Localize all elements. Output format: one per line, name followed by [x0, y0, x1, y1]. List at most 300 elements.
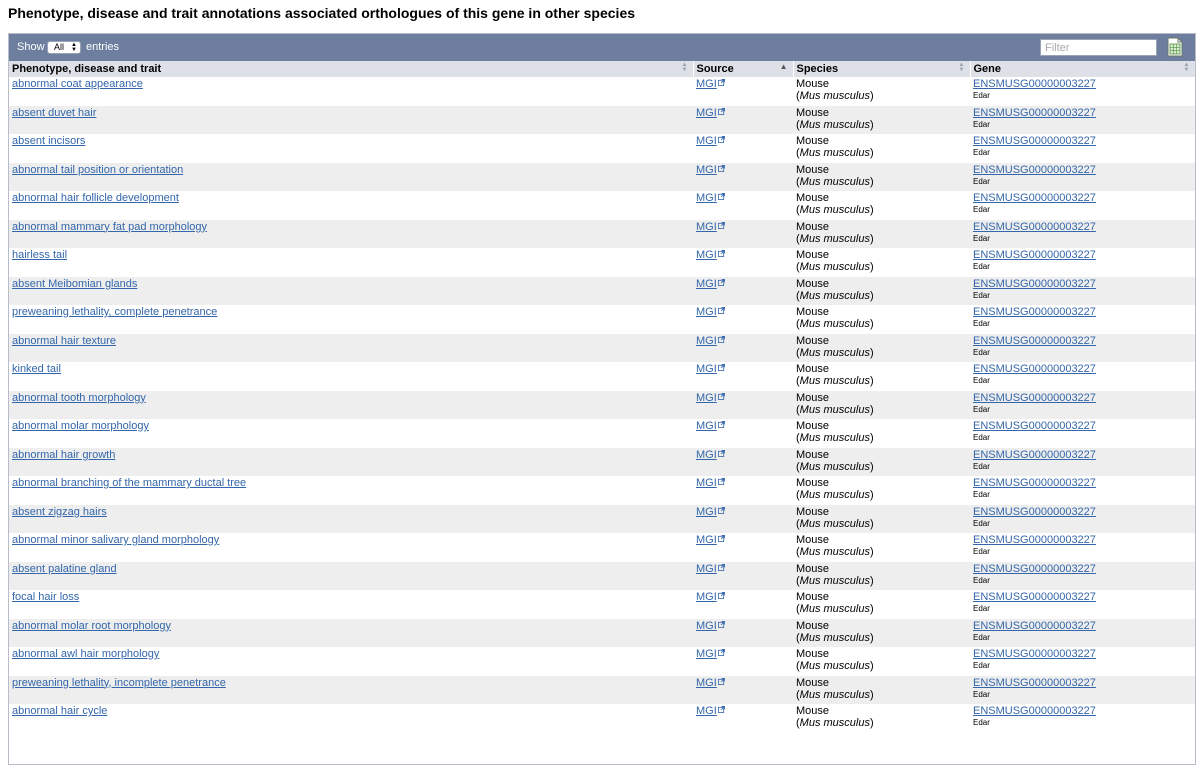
source-cell — [693, 590, 793, 619]
phenotype-link[interactable]: abnormal hair follicle development — [12, 192, 179, 204]
species-paren-close: ) — [869, 660, 874, 672]
gene-id-link[interactable]: ENSMUSG00000003227 — [973, 619, 1096, 632]
source-link[interactable]: MGI — [696, 106, 717, 119]
species-paren-close: ) — [869, 147, 874, 159]
species-latin-name: Mus musculus — [799, 460, 870, 473]
phenotype-cell — [9, 505, 693, 534]
gene-symbol: Edar — [973, 290, 990, 300]
source-cell — [693, 277, 793, 306]
gene-id-link[interactable]: ENSMUSG00000003227 — [973, 505, 1096, 518]
species-latin-name: Mus musculus — [799, 147, 870, 159]
phenotype-cell — [9, 476, 693, 505]
gene-cell — [970, 334, 1195, 363]
source-cell — [693, 77, 793, 106]
phenotype-cell — [9, 77, 693, 106]
species-cell — [793, 505, 970, 534]
gene-symbol: Edar — [973, 404, 990, 414]
phenotype-cell — [9, 305, 693, 334]
source-link[interactable]: MGI — [696, 477, 717, 489]
gene-cell — [970, 562, 1195, 591]
phenotype-cell — [9, 448, 693, 477]
phenotype-link[interactable]: abnormal molar root morphology — [12, 619, 171, 632]
species-latin-name: Mus musculus — [799, 375, 870, 387]
column-header-label: Gene — [973, 63, 1002, 75]
species-paren-open: ( — [796, 118, 800, 131]
gene-cell — [970, 106, 1195, 135]
species-paren-close: ) — [869, 717, 874, 729]
source-link[interactable]: MGI — [696, 391, 717, 404]
species-paren-open: ( — [796, 660, 800, 672]
species-paren-open: ( — [796, 460, 800, 473]
source-link[interactable]: MGI — [696, 420, 717, 432]
source-cell — [693, 163, 793, 192]
source-cell — [693, 362, 793, 391]
orthologue-phenotype-table-panel — [8, 33, 1196, 765]
species-cell — [793, 334, 970, 363]
source-cell — [693, 248, 793, 277]
source-link[interactable]: MGI — [696, 249, 717, 261]
gene-id-link[interactable]: ENSMUSG00000003227 — [973, 277, 1096, 290]
gene-id-link[interactable]: ENSMUSG00000003227 — [973, 477, 1096, 489]
source-cell — [693, 676, 793, 705]
species-paren-open: ( — [796, 346, 800, 359]
source-cell — [693, 647, 793, 676]
species-cell — [793, 647, 970, 676]
species-common-name: Mouse — [796, 505, 830, 518]
source-link[interactable]: MGI — [696, 619, 717, 632]
column-header-species[interactable] — [793, 61, 970, 77]
species-paren-open: ( — [796, 546, 800, 558]
species-paren-open: ( — [796, 318, 800, 330]
spreadsheet-export-icon[interactable] — [1167, 37, 1183, 57]
table-row — [9, 448, 1195, 477]
gene-id-link[interactable]: ENSMUSG00000003227 — [973, 306, 1096, 318]
species-latin-name: Mus musculus — [799, 574, 870, 587]
table-row — [9, 533, 1195, 562]
table-row — [9, 562, 1195, 591]
gene-id-link[interactable]: ENSMUSG00000003227 — [973, 249, 1096, 261]
phenotype-link[interactable]: absent incisors — [12, 135, 86, 147]
species-paren-open: ( — [796, 717, 800, 729]
gene-id-link[interactable]: ENSMUSG00000003227 — [973, 363, 1096, 375]
table-row — [9, 191, 1195, 220]
phenotype-link[interactable]: abnormal minor salivary gland morphology — [12, 534, 220, 546]
gene-symbol: Edar — [973, 205, 990, 214]
gene-symbol: Edar — [973, 433, 990, 442]
table-toolbar — [9, 34, 1195, 61]
source-link[interactable]: MGI — [696, 648, 717, 660]
species-cell — [793, 448, 970, 477]
gene-id-link[interactable]: ENSMUSG00000003227 — [973, 534, 1096, 546]
phenotype-cell — [9, 134, 693, 163]
table-row — [9, 163, 1195, 192]
gene-symbol: Edar — [973, 347, 990, 357]
gene-cell — [970, 277, 1195, 306]
phenotype-link[interactable]: abnormal branching of the mammary ductal tree — [12, 477, 247, 489]
gene-cell — [970, 619, 1195, 648]
species-paren-open: ( — [796, 261, 800, 273]
source-link[interactable]: MGI — [696, 448, 717, 461]
gene-cell — [970, 362, 1195, 391]
phenotype-link[interactable]: absent duvet hair — [12, 106, 97, 119]
species-paren-open: ( — [796, 603, 800, 615]
gene-cell — [970, 448, 1195, 477]
gene-symbol: Edar — [973, 461, 990, 471]
sort-both-icon: ▲ ▼ — [1183, 62, 1190, 73]
gene-id-link[interactable]: ENSMUSG00000003227 — [973, 562, 1096, 575]
species-cell — [793, 533, 970, 562]
external-link-icon — [718, 678, 725, 685]
species-cell — [793, 163, 970, 192]
species-latin-name: Mus musculus — [799, 118, 870, 131]
phenotype-link[interactable]: kinked tail — [12, 363, 61, 375]
species-latin-name: Mus musculus — [799, 660, 870, 672]
gene-cell — [970, 191, 1195, 220]
species-cell — [793, 676, 970, 705]
external-link-icon — [718, 136, 725, 143]
species-latin-name: Mus musculus — [799, 318, 870, 330]
source-link[interactable]: MGI — [696, 705, 717, 717]
species-common-name: Mouse — [796, 106, 830, 119]
gene-id-link[interactable]: ENSMUSG00000003227 — [973, 648, 1096, 660]
page-title: Phenotype, disease and trait annotations associated orthologues of this gene in other species — [8, 5, 636, 21]
table-row — [9, 220, 1195, 249]
table-row — [9, 277, 1195, 306]
external-link-icon — [718, 193, 725, 200]
external-link-icon — [718, 364, 725, 371]
gene-cell — [970, 647, 1195, 676]
phenotype-link[interactable]: hairless tail — [12, 249, 68, 261]
table-row — [9, 590, 1195, 619]
gene-id-link[interactable]: ENSMUSG00000003227 — [973, 78, 1096, 90]
phenotype-link[interactable]: abnormal coat appearance — [12, 78, 143, 90]
external-link-icon — [718, 279, 725, 286]
gene-id-link[interactable]: ENSMUSG00000003227 — [973, 106, 1096, 119]
external-link-icon — [718, 564, 725, 571]
phenotype-link[interactable]: abnormal hair growth — [12, 448, 116, 461]
species-common-name: Mouse — [796, 363, 830, 375]
column-header-source[interactable] — [693, 61, 793, 77]
external-link-icon — [718, 535, 725, 542]
external-link-icon — [718, 507, 725, 514]
species-paren-close: ) — [869, 175, 874, 188]
external-link-icon — [718, 250, 725, 257]
gene-symbol: Edar — [973, 661, 990, 670]
source-link[interactable]: MGI — [696, 534, 717, 546]
external-link-icon — [718, 307, 725, 314]
gene-symbol: Edar — [973, 119, 990, 129]
species-paren-close: ) — [869, 232, 874, 245]
species-common-name: Mouse — [796, 648, 830, 660]
gene-symbol: Edar — [973, 632, 990, 642]
species-common-name: Mouse — [796, 562, 830, 575]
phenotype-link[interactable]: abnormal hair texture — [12, 334, 116, 347]
table-row — [9, 619, 1195, 648]
source-link[interactable]: MGI — [696, 591, 717, 603]
gene-cell — [970, 676, 1195, 705]
gene-symbol: Edar — [973, 490, 990, 499]
phenotype-cell — [9, 590, 693, 619]
species-common-name: Mouse — [796, 192, 830, 204]
species-cell — [793, 562, 970, 591]
species-cell — [793, 619, 970, 648]
species-common-name: Mouse — [796, 420, 830, 432]
external-link-icon — [718, 165, 725, 172]
external-link-icon — [718, 478, 725, 485]
phenotype-link[interactable]: abnormal awl hair morphology — [12, 648, 160, 660]
gene-symbol: Edar — [973, 91, 990, 100]
gene-id-link[interactable]: ENSMUSG00000003227 — [973, 705, 1096, 717]
species-common-name: Mouse — [796, 249, 830, 261]
species-cell — [793, 391, 970, 420]
gene-symbol: Edar — [973, 575, 990, 585]
external-link-icon — [718, 649, 725, 656]
external-link-icon — [718, 336, 725, 343]
species-cell — [793, 220, 970, 249]
phenotype-link[interactable]: abnormal hair cycle — [12, 705, 108, 717]
species-latin-name: Mus musculus — [799, 631, 870, 644]
species-cell — [793, 704, 970, 733]
sort-both-icon: ▲ ▼ — [681, 62, 688, 73]
external-link-icon — [718, 421, 725, 428]
species-latin-name: Mus musculus — [799, 261, 870, 273]
gene-cell — [970, 476, 1195, 505]
species-common-name: Mouse — [796, 676, 830, 689]
species-cell — [793, 134, 970, 163]
species-cell — [793, 277, 970, 306]
phenotype-link[interactable]: preweaning lethality, incomplete penetrance — [12, 676, 226, 689]
gene-symbol: Edar — [973, 148, 990, 157]
species-common-name: Mouse — [796, 334, 830, 347]
species-cell — [793, 476, 970, 505]
gene-id-link[interactable]: ENSMUSG00000003227 — [973, 163, 1096, 176]
species-paren-open: ( — [796, 289, 800, 302]
species-latin-name: Mus musculus — [799, 289, 870, 302]
phenotype-link[interactable]: focal hair loss — [12, 591, 80, 603]
show-label: Show — [17, 41, 45, 53]
source-link[interactable]: MGI — [696, 192, 717, 204]
phenotype-cell — [9, 163, 693, 192]
species-common-name: Mouse — [796, 391, 830, 404]
species-common-name: Mouse — [796, 135, 830, 147]
gene-symbol: Edar — [973, 689, 990, 699]
phenotype-link[interactable]: abnormal molar morphology — [12, 420, 149, 432]
species-paren-open: ( — [796, 688, 800, 701]
source-link[interactable]: MGI — [696, 78, 717, 90]
source-cell — [693, 106, 793, 135]
table-row — [9, 647, 1195, 676]
species-cell — [793, 248, 970, 277]
table-row — [9, 134, 1195, 163]
source-cell — [693, 533, 793, 562]
phenotype-cell — [9, 191, 693, 220]
gene-cell — [970, 77, 1195, 106]
phenotype-link[interactable]: abnormal tail position or orientation — [12, 163, 184, 176]
phenotype-cell — [9, 419, 693, 448]
phenotype-cell — [9, 647, 693, 676]
source-cell — [693, 220, 793, 249]
table-row — [9, 248, 1195, 277]
phenotype-cell — [9, 391, 693, 420]
gene-symbol: Edar — [973, 376, 990, 385]
species-paren-close: ) — [869, 289, 874, 302]
species-latin-name: Mus musculus — [799, 688, 870, 701]
external-link-icon — [718, 706, 725, 713]
phenotype-cell — [9, 220, 693, 249]
phenotype-link[interactable]: abnormal mammary fat pad morphology — [12, 220, 208, 233]
species-latin-name: Mus musculus — [799, 603, 870, 615]
species-paren-close: ) — [869, 403, 874, 416]
species-paren-open: ( — [796, 403, 800, 416]
column-header-phenotype[interactable] — [9, 61, 693, 77]
column-header-label: Phenotype, disease and trait — [12, 63, 162, 75]
species-paren-close: ) — [869, 204, 874, 216]
species-paren-close: ) — [869, 460, 874, 473]
species-common-name: Mouse — [796, 78, 830, 90]
source-link[interactable]: MGI — [696, 334, 717, 347]
species-common-name: Mouse — [796, 705, 830, 717]
species-paren-open: ( — [796, 631, 800, 644]
species-common-name: Mouse — [796, 277, 830, 290]
source-cell — [693, 562, 793, 591]
species-latin-name: Mus musculus — [799, 403, 870, 416]
source-link[interactable]: MGI — [696, 363, 717, 375]
species-paren-close: ) — [869, 90, 874, 102]
species-cell — [793, 419, 970, 448]
table-header-row — [9, 61, 1195, 77]
phenotype-link[interactable]: absent Meibomian glands — [12, 277, 138, 290]
external-link-icon — [718, 108, 725, 115]
species-latin-name: Mus musculus — [799, 517, 870, 530]
external-link-icon — [718, 592, 725, 599]
phenotype-cell — [9, 248, 693, 277]
external-link-icon — [718, 79, 725, 86]
source-link[interactable]: MGI — [696, 135, 717, 147]
species-paren-open: ( — [796, 489, 800, 501]
column-header-label: Species — [796, 63, 839, 75]
phenotype-link[interactable]: absent palatine gland — [12, 562, 117, 575]
source-link[interactable]: MGI — [696, 505, 717, 518]
phenotype-cell — [9, 619, 693, 648]
gene-id-link[interactable]: ENSMUSG00000003227 — [973, 420, 1096, 432]
phenotype-link[interactable]: preweaning lethality, complete penetrance — [12, 306, 218, 318]
phenotype-cell — [9, 362, 693, 391]
species-latin-name: Mus musculus — [799, 546, 870, 558]
column-header-gene[interactable] — [970, 61, 1195, 77]
gene-id-link[interactable]: ENSMUSG00000003227 — [973, 591, 1096, 603]
species-cell — [793, 77, 970, 106]
table-row — [9, 505, 1195, 534]
species-cell — [793, 590, 970, 619]
external-link-icon — [718, 222, 725, 229]
species-paren-open: ( — [796, 204, 800, 216]
gene-cell — [970, 305, 1195, 334]
gene-id-link[interactable]: ENSMUSG00000003227 — [973, 220, 1096, 233]
gene-cell — [970, 533, 1195, 562]
species-cell — [793, 191, 970, 220]
table-row — [9, 362, 1195, 391]
species-paren-close: ) — [869, 432, 874, 444]
table-row — [9, 77, 1195, 106]
phenotype-link[interactable]: absent zigzag hairs — [12, 505, 107, 518]
sort-ascending-icon: ▲ — [779, 62, 788, 71]
species-common-name: Mouse — [796, 477, 830, 489]
species-latin-name: Mus musculus — [799, 346, 870, 359]
species-paren-close: ) — [869, 118, 874, 131]
species-latin-name: Mus musculus — [799, 232, 870, 245]
source-cell — [693, 476, 793, 505]
species-paren-open: ( — [796, 147, 800, 159]
gene-id-link[interactable]: ENSMUSG00000003227 — [973, 192, 1096, 204]
phenotype-link[interactable]: abnormal tooth morphology — [12, 391, 146, 404]
sort-both-icon: ▲ ▼ — [958, 62, 965, 73]
species-paren-close: ) — [869, 688, 874, 701]
species-paren-open: ( — [796, 517, 800, 530]
species-paren-close: ) — [869, 375, 874, 387]
gene-cell — [970, 163, 1195, 192]
table-row — [9, 704, 1195, 733]
gene-id-link[interactable]: ENSMUSG00000003227 — [973, 334, 1096, 347]
phenotype-cell — [9, 704, 693, 733]
gene-symbol: Edar — [973, 319, 990, 328]
source-cell — [693, 505, 793, 534]
gene-symbol: Edar — [973, 604, 990, 613]
external-link-icon — [718, 393, 725, 400]
entries-label: entries — [86, 41, 120, 53]
source-link[interactable]: MGI — [696, 676, 717, 689]
species-paren-close: ) — [869, 489, 874, 501]
species-cell — [793, 362, 970, 391]
phenotype-cell — [9, 106, 693, 135]
species-paren-open: ( — [796, 232, 800, 245]
source-cell — [693, 305, 793, 334]
gene-symbol: Edar — [973, 718, 990, 727]
page-size-select[interactable] — [47, 41, 81, 54]
species-paren-open: ( — [796, 574, 800, 587]
gene-symbol: Edar — [973, 262, 990, 271]
gene-id-link[interactable]: ENSMUSG00000003227 — [973, 135, 1096, 147]
gene-cell — [970, 391, 1195, 420]
table-row — [9, 476, 1195, 505]
source-link[interactable]: MGI — [696, 306, 717, 318]
gene-symbol: Edar — [973, 547, 990, 556]
table-body — [9, 77, 1195, 733]
source-link[interactable]: MGI — [696, 562, 717, 575]
gene-id-link[interactable]: ENSMUSG00000003227 — [973, 391, 1096, 404]
source-cell — [693, 391, 793, 420]
source-link[interactable]: MGI — [696, 277, 717, 290]
table-row — [9, 334, 1195, 363]
gene-cell — [970, 419, 1195, 448]
phenotype-table — [9, 61, 1196, 733]
source-link[interactable]: MGI — [696, 163, 717, 176]
species-paren-close: ) — [869, 546, 874, 558]
select-arrows-icon: ▲ ▼ — [71, 41, 77, 53]
gene-symbol: Edar — [973, 518, 990, 528]
gene-id-link[interactable]: ENSMUSG00000003227 — [973, 676, 1096, 689]
source-link[interactable]: MGI — [696, 220, 717, 233]
gene-id-link[interactable]: ENSMUSG00000003227 — [973, 448, 1096, 461]
table-row — [9, 305, 1195, 334]
phenotype-cell — [9, 533, 693, 562]
species-paren-close: ) — [869, 261, 874, 273]
filter-input[interactable] — [1040, 39, 1157, 56]
species-common-name: Mouse — [796, 220, 830, 233]
gene-cell — [970, 248, 1195, 277]
species-paren-open: ( — [796, 90, 800, 102]
gene-symbol: Edar — [973, 176, 990, 186]
species-common-name: Mouse — [796, 619, 830, 632]
